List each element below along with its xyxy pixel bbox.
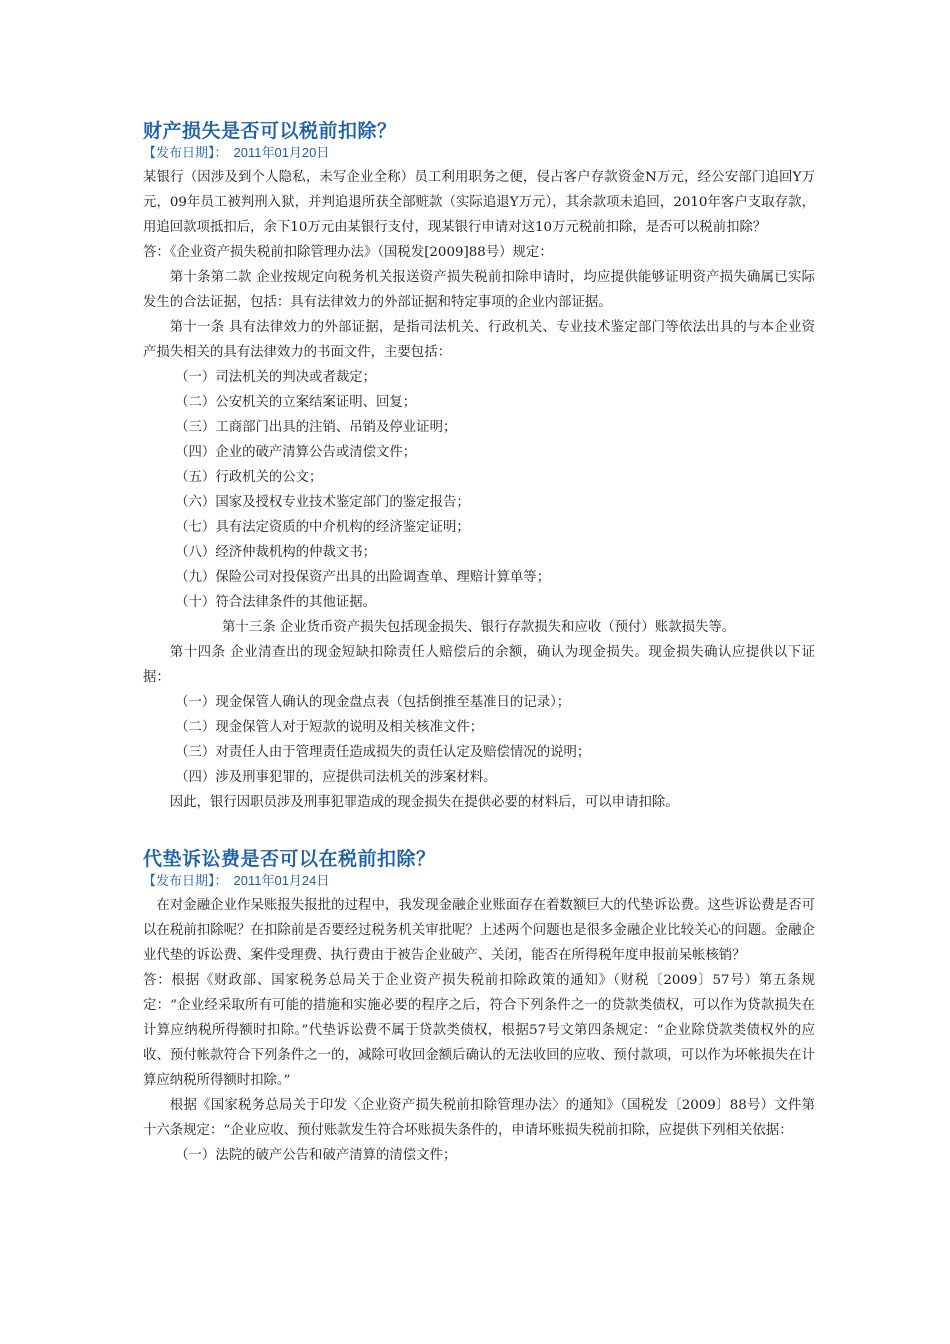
question-paragraph: 某银行（因涉及到个人隐私，未写企业全称）员工利用职务之便，侵占客户存款资金N万元，经公安部门追回Y万元，09年员工被判刑入狱，并判追退所获全部赃款（实际追退Y万元），其余款项未追回，2010年客户支取存款，用追回款项抵扣后，余下10万元由某银行支付，现某银行申请对这10万元税前扣除，是否可以税前扣除？ (143, 170, 815, 235)
list-item: （四）企业的破产清算公告或清偿文件； (175, 445, 417, 460)
article-10: 第十条第二款 企业按规定向税务机关报送资产损失税前扣除申请时，均应提供能够证明资产损失确属已实际发生的合法证据，包括：具有法律效力的外部证据和特定事项的企业内部证据。 (143, 270, 815, 310)
list-item: （一）现金保管人确认的现金盘点表（包括倒推至基准日的记录）； (175, 695, 571, 710)
list-item: （九）保险公司对投保资产出具的出险调查单、理赔计算单等； (175, 570, 551, 585)
article-2 (143, 846, 815, 1168)
article-11: 第十一条 具有法律效力的外部证据，是指司法机关、行政机关、专业技术鉴定部门等依法出具的与本企业资产损失相关的具有法律效力的书面文件，主要包括： (143, 320, 815, 360)
list-item: （三）工商部门出具的注销、吊销及停业证明； (175, 420, 457, 435)
basis-paragraph: 根据《国家税务总局关于印发〈企业资产损失税前扣除管理办法〉的通知》（国税发〔2009〕88号）文件第十六条规定：“企业应收、预付账款发生符合坏账损失条件的，申请坏账损失税前扣除，应提供下列相关依据： (143, 1098, 815, 1138)
publish-date (143, 144, 815, 163)
answer-paragraph: 答：根据《财政部、国家税务总局关于企业资产损失税前扣除政策的通知》（财税〔2009〕57号）第五条规定：“企业经采取所有可能的措施和实施必要的程序之后，符合下列条件之一的贷款类债权，可以作为贷款损失在计算应纳税所得额时扣除。”代垫诉讼费不属于贷款类债权，根据57号文第四条规定：“企业除贷款类债权外的应收、预付帐款符合下列条件之一的，减除可收回金额后确认的无法收回的应收、预付款项，可以作为坏帐损失在计算应纳税所得额时扣除。” (143, 973, 815, 1088)
article-title: 财产损失是否可以税前扣除？ (143, 120, 397, 142)
list-item: （六）国家及授权专业技术鉴定部门的鉴定报告； (175, 495, 470, 510)
list-item: （七）具有法定资质的中介机构的经济鉴定证明； (175, 520, 470, 535)
list-item: （二）公安机关的立案结案证明、回复； (175, 395, 417, 410)
conclusion-paragraph: 因此，银行因职员涉及刑事犯罪造成的现金损失在提供必要的材料后，可以申请扣除。 (169, 795, 679, 810)
list-item: （二）现金保管人对于短款的说明及相关核准文件； (175, 720, 484, 735)
list-item: （三）对责任人由于管理责任造成损失的责任认定及赔偿情况的说明； (175, 745, 591, 760)
list-item: （五）行政机关的公文； (175, 470, 323, 485)
article-13: 第十三条 企业货币资产损失包括现金损失、银行存款损失和应收（预付）账款损失等。 (222, 620, 736, 635)
article-14: 第十四条 企业清查出的现金短缺扣除责任人赔偿后的余额，确认为现金损失。现金损失确认应提供以下证据： (143, 645, 815, 685)
publish-date (143, 872, 815, 891)
list-item: （四）涉及刑事犯罪的，应提供司法机关的涉案材料。 (175, 770, 497, 785)
date-value: 2011年01月24日 (233, 873, 330, 888)
answer-intro: 答：《企业资产损失税前扣除管理办法》（国税发[2009]88号）规定： (143, 245, 553, 260)
question-paragraph: 在对金融企业作呆账报失报批的过程中，我发现金融企业账面存在着数额巨大的代垫诉讼费。这些诉讼费是否可以在税前扣除呢？在扣除前是否要经过税务机关审批呢？上述两个问题也是很多金融企业比较关心的问题。金融企业代垫的诉讼费、案件受理费、执行费由于被告企业破产、关闭，能否在所得税年度申报前呆帐核销？ (143, 898, 815, 963)
article-1 (143, 118, 815, 815)
list-item: （一）法院的破产公告和破产清算的清偿文件； (175, 1148, 457, 1163)
date-label: 【发布日期】： (143, 146, 228, 161)
list-item: （八）经济仲裁机构的仲裁文书； (175, 545, 377, 560)
list-item: （十）符合法律条件的其他证据。 (175, 595, 377, 610)
date-value: 2011年01月20日 (233, 145, 330, 160)
list-item: （一）司法机关的判决或者裁定； (175, 370, 377, 385)
date-label: 【发布日期】： (143, 874, 228, 889)
article-title: 代垫诉讼费是否可以在税前扣除？ (143, 848, 436, 870)
